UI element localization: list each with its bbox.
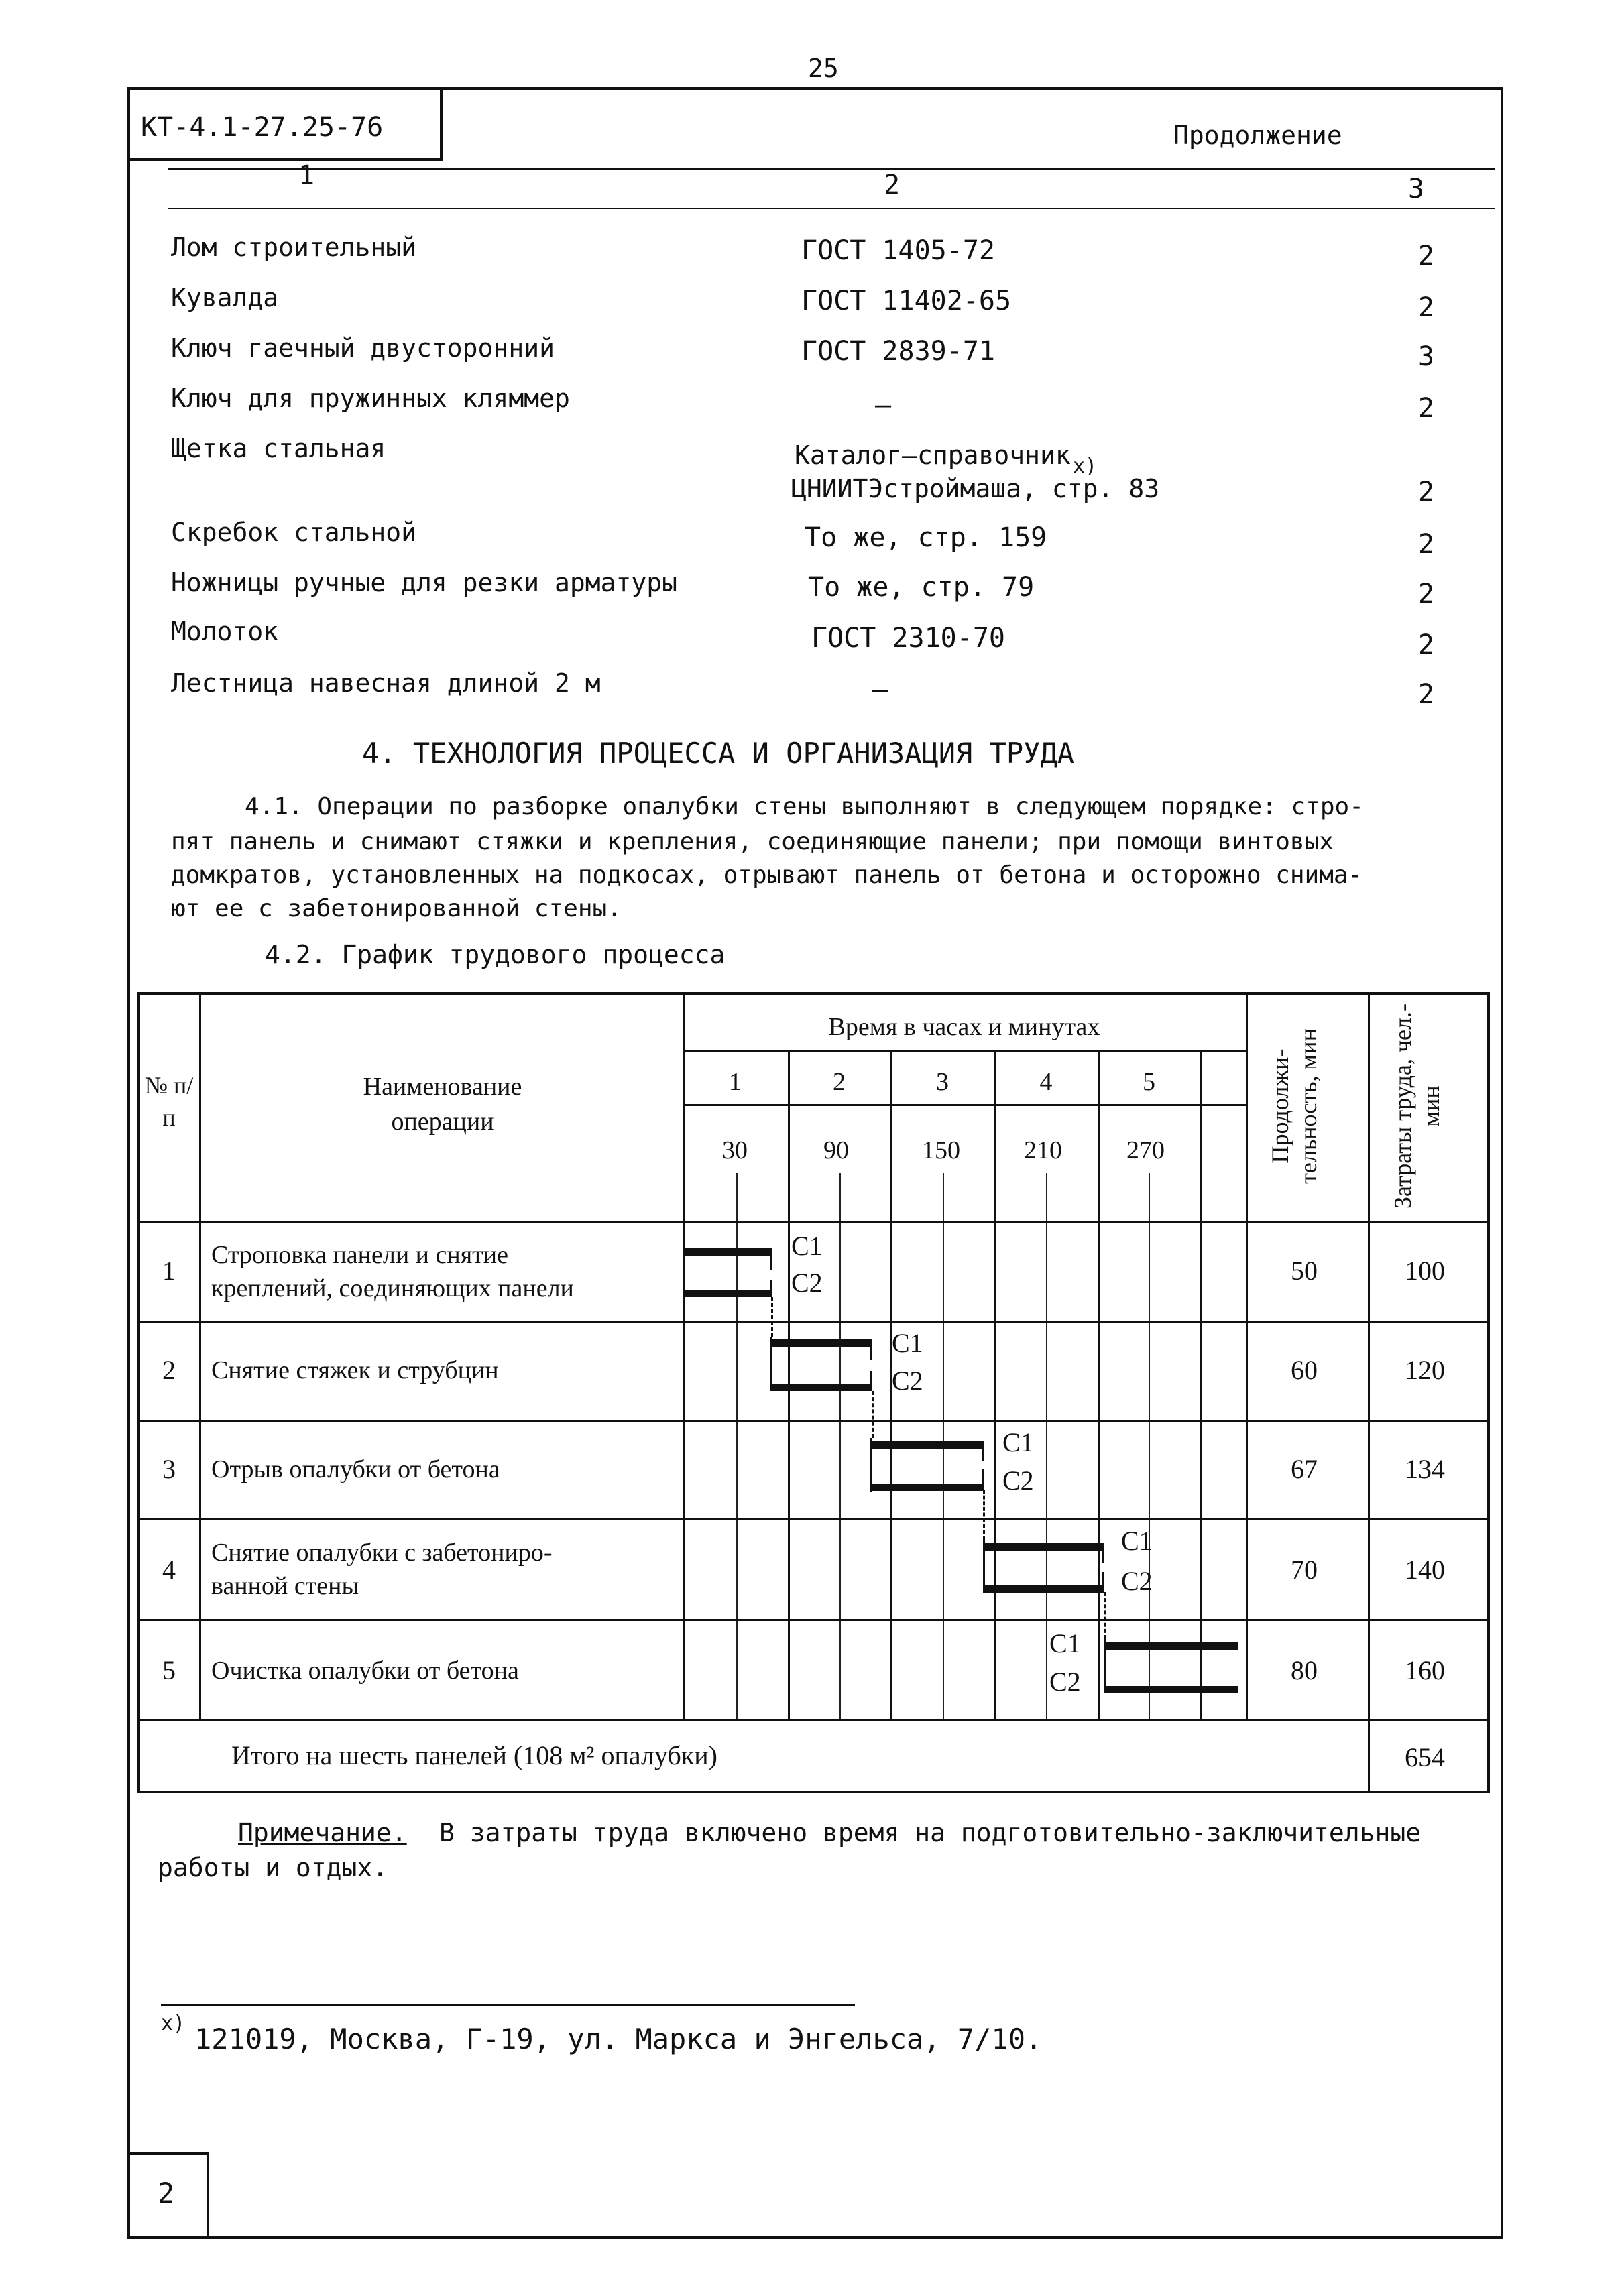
tool-name: Кувалда bbox=[171, 283, 279, 312]
para-4-1-line4: ют ее с забетонированной стены. bbox=[171, 895, 622, 922]
row-line-1 bbox=[137, 1321, 1490, 1323]
col-no-header: № п/п bbox=[144, 1072, 194, 1131]
row-name: Снятие стяжек и струбцин bbox=[211, 1356, 499, 1384]
row-line-5 bbox=[137, 1719, 1490, 1721]
tool-name: Ключ для пружинных кляммер bbox=[171, 383, 570, 413]
row-line-4 bbox=[137, 1619, 1490, 1621]
worker-label: С2 bbox=[1002, 1465, 1034, 1496]
gantt-connector bbox=[983, 1490, 985, 1540]
row-duration: 67 bbox=[1291, 1454, 1318, 1484]
gantt-bar bbox=[983, 1585, 1104, 1593]
tool-qty: 2 bbox=[1418, 529, 1435, 560]
col-line-duration bbox=[1246, 992, 1248, 1719]
row-name-2: ванной стены bbox=[211, 1572, 359, 1600]
hour-label: 5 bbox=[1143, 1068, 1155, 1096]
footnote-mark: x) bbox=[1073, 455, 1098, 478]
continuation-label: Продолжение bbox=[1173, 121, 1342, 150]
para-4-2: 4.2. График трудового процесса bbox=[265, 940, 726, 969]
gantt-bar bbox=[685, 1248, 771, 1256]
tool-name: Лом строительный bbox=[171, 233, 417, 262]
row-no: 5 bbox=[162, 1655, 176, 1685]
col-duration-header: Продолжи-тельность, мин bbox=[1267, 1028, 1322, 1184]
para-4-1-line2: пят панель и снимают стяжки и крепления, соединяющие панели; при помощи винтовых bbox=[171, 828, 1334, 855]
para-4-1-line1: 4.1. Операции по разборке опалубки стены выполняют в следующем порядке: стро- bbox=[245, 793, 1364, 821]
hours-row-line bbox=[683, 1104, 1246, 1106]
minute-label: 270 bbox=[1126, 1136, 1165, 1164]
tool-name: Щетка стальная bbox=[171, 434, 386, 463]
tool-name: Ключ гаечный двусторонний bbox=[171, 333, 555, 363]
row-duration: 80 bbox=[1291, 1655, 1318, 1685]
tools-col-3: 3 bbox=[1408, 174, 1425, 204]
tool-qty: 2 bbox=[1418, 629, 1435, 660]
minute-label: 150 bbox=[922, 1136, 960, 1164]
tool-qty: 2 bbox=[1418, 393, 1435, 424]
tool-name: Ножницы ручные для резки арматуры bbox=[171, 568, 677, 597]
row-name: Отрыв опалубки от бетона bbox=[211, 1455, 500, 1484]
tool-name: Скребок стальной bbox=[171, 518, 417, 547]
minute-label: 30 bbox=[722, 1136, 748, 1164]
gantt-tick bbox=[982, 1441, 984, 1461]
gantt-tick bbox=[1102, 1572, 1104, 1592]
frame-right bbox=[1501, 87, 1503, 2239]
minute-label: 210 bbox=[1024, 1136, 1062, 1164]
hour-label: 4 bbox=[1039, 1068, 1053, 1096]
tool-standard-line2: ЦНИИТЭстроймаша, стр. 83 bbox=[791, 474, 1160, 503]
half-line-4 bbox=[1046, 1173, 1047, 1719]
tool-qty: 3 bbox=[1418, 341, 1435, 372]
gantt-tick bbox=[870, 1339, 872, 1360]
worker-label: С1 bbox=[1002, 1427, 1034, 1457]
gantt-bar bbox=[1104, 1686, 1238, 1693]
tools-header-bottom-line bbox=[168, 208, 1495, 209]
tools-header-line bbox=[168, 168, 1495, 170]
footnote-rule bbox=[161, 2004, 855, 2006]
gantt-bar bbox=[770, 1339, 872, 1347]
gantt-tick bbox=[870, 1371, 872, 1391]
frame-left bbox=[127, 87, 130, 2239]
row-name: Снятие опалубки с забетониро- bbox=[211, 1538, 553, 1567]
header-bottom-line bbox=[137, 1221, 1490, 1223]
tool-standard: – bbox=[872, 674, 888, 705]
row-no: 3 bbox=[162, 1454, 176, 1484]
row-labor: 160 bbox=[1405, 1655, 1445, 1685]
note-line1: В затраты труда включено время на подготовительно-заключительные bbox=[439, 1818, 1422, 1848]
col-line-labor bbox=[1368, 992, 1370, 1793]
hour-label: 3 bbox=[936, 1068, 949, 1096]
hour-label: 1 bbox=[729, 1068, 742, 1096]
tool-name: Молоток bbox=[171, 617, 279, 646]
half-line-5 bbox=[1149, 1173, 1150, 1719]
row-no: 4 bbox=[162, 1555, 176, 1585]
gantt-connector bbox=[771, 1297, 773, 1337]
tool-qty: 2 bbox=[1418, 241, 1435, 271]
gantt-connector bbox=[872, 1391, 874, 1438]
tool-standard: То же, стр. 159 bbox=[805, 522, 1047, 553]
tools-col-1: 1 bbox=[298, 160, 315, 191]
total-labor: 654 bbox=[1405, 1742, 1445, 1772]
worker-label: С2 bbox=[1121, 1566, 1153, 1596]
row-labor: 120 bbox=[1405, 1355, 1445, 1385]
tool-qty: 2 bbox=[1418, 579, 1435, 609]
tool-qty: 2 bbox=[1418, 679, 1435, 710]
gantt-bar bbox=[870, 1441, 983, 1449]
gantt-tick bbox=[1102, 1543, 1104, 1563]
col-labor-header: Затраты труда, чел.-мин bbox=[1389, 1004, 1444, 1209]
tool-qty: 2 bbox=[1418, 292, 1435, 323]
note-line2: работы и отдых. bbox=[158, 1853, 388, 1882]
footnote-text: 121019, Москва, Г-19, ул. Маркса и Энгельса, 7/10. bbox=[194, 2022, 1043, 2055]
row-labor: 100 bbox=[1405, 1256, 1445, 1286]
tool-standard: ГОСТ 1405-72 bbox=[801, 235, 995, 266]
gantt-tick bbox=[770, 1280, 772, 1297]
tool-name: Лестница навесная длиной 2 м bbox=[171, 668, 601, 698]
gantt-tick bbox=[770, 1248, 772, 1270]
gantt-tick bbox=[982, 1469, 984, 1490]
gantt-bar bbox=[770, 1384, 872, 1391]
minute-label: 90 bbox=[823, 1136, 849, 1164]
row-no: 2 bbox=[162, 1355, 176, 1385]
gantt-bar bbox=[870, 1484, 983, 1491]
row-duration: 60 bbox=[1291, 1355, 1318, 1385]
tool-standard: То же, стр. 79 bbox=[808, 572, 1035, 603]
row-name: Строповка панели и снятие bbox=[211, 1241, 508, 1269]
tool-standard: ГОСТ 2839-71 bbox=[801, 336, 995, 367]
sheet-number: 2 bbox=[158, 2177, 175, 2210]
page-number: 25 bbox=[808, 54, 839, 83]
row-line-3 bbox=[137, 1518, 1490, 1520]
worker-label: С2 bbox=[1049, 1667, 1081, 1697]
frame-bottom bbox=[127, 2236, 1503, 2239]
row-duration: 50 bbox=[1291, 1256, 1318, 1286]
gantt-bar bbox=[1104, 1642, 1238, 1650]
row-duration: 70 bbox=[1291, 1555, 1318, 1585]
half-line-2 bbox=[839, 1173, 841, 1719]
tool-standard: Каталог–справочник bbox=[795, 440, 1071, 470]
row-line-2 bbox=[137, 1420, 1490, 1422]
hour-label: 2 bbox=[833, 1068, 846, 1096]
row-name: Очистка опалубки от бетона bbox=[211, 1656, 519, 1685]
worker-label: С2 bbox=[892, 1366, 923, 1396]
gantt-bar bbox=[983, 1543, 1104, 1551]
tool-qty: 2 bbox=[1418, 477, 1435, 507]
total-label: Итого на шесть панелей (108 м² опалубки) bbox=[231, 1740, 717, 1770]
tool-standard: ГОСТ 11402-65 bbox=[801, 286, 1012, 316]
col-name-header: Наименование операции bbox=[363, 1073, 522, 1136]
para-4-1-line3: домкратов, установленных на подкосах, отрывают панель от бетона и осторожно снима- bbox=[171, 861, 1363, 889]
time-header-line bbox=[683, 1050, 1246, 1052]
worker-label: С2 bbox=[791, 1268, 823, 1298]
tools-col-2: 2 bbox=[884, 170, 901, 200]
col-line-name bbox=[683, 992, 685, 1719]
doc-code: КТ-4.1-27.25-76 bbox=[141, 112, 384, 143]
row-labor: 140 bbox=[1405, 1555, 1445, 1585]
col-time-header: Время в часах и минутах bbox=[828, 1013, 1100, 1041]
worker-label: С1 bbox=[1049, 1628, 1081, 1658]
worker-label: С1 bbox=[1121, 1526, 1153, 1556]
gantt-connector bbox=[1104, 1592, 1106, 1639]
row-name-2: креплений, соединяющих панели bbox=[211, 1274, 574, 1303]
section-title: 4. ТЕХНОЛОГИЯ ПРОЦЕССА И ОРГАНИЗАЦИЯ ТРУДА bbox=[362, 737, 1075, 770]
worker-label: С1 bbox=[892, 1328, 923, 1358]
tool-standard: – bbox=[875, 389, 892, 420]
tool-standard: ГОСТ 2310-70 bbox=[811, 623, 1005, 654]
note-label: Примечание. bbox=[238, 1818, 407, 1848]
footnote-mark-bottom: x) bbox=[161, 2012, 186, 2035]
worker-label: С1 bbox=[791, 1231, 823, 1261]
row-labor: 134 bbox=[1405, 1454, 1445, 1484]
col-line-no bbox=[199, 992, 201, 1719]
row-no: 1 bbox=[162, 1256, 176, 1286]
gantt-bar bbox=[685, 1290, 771, 1297]
